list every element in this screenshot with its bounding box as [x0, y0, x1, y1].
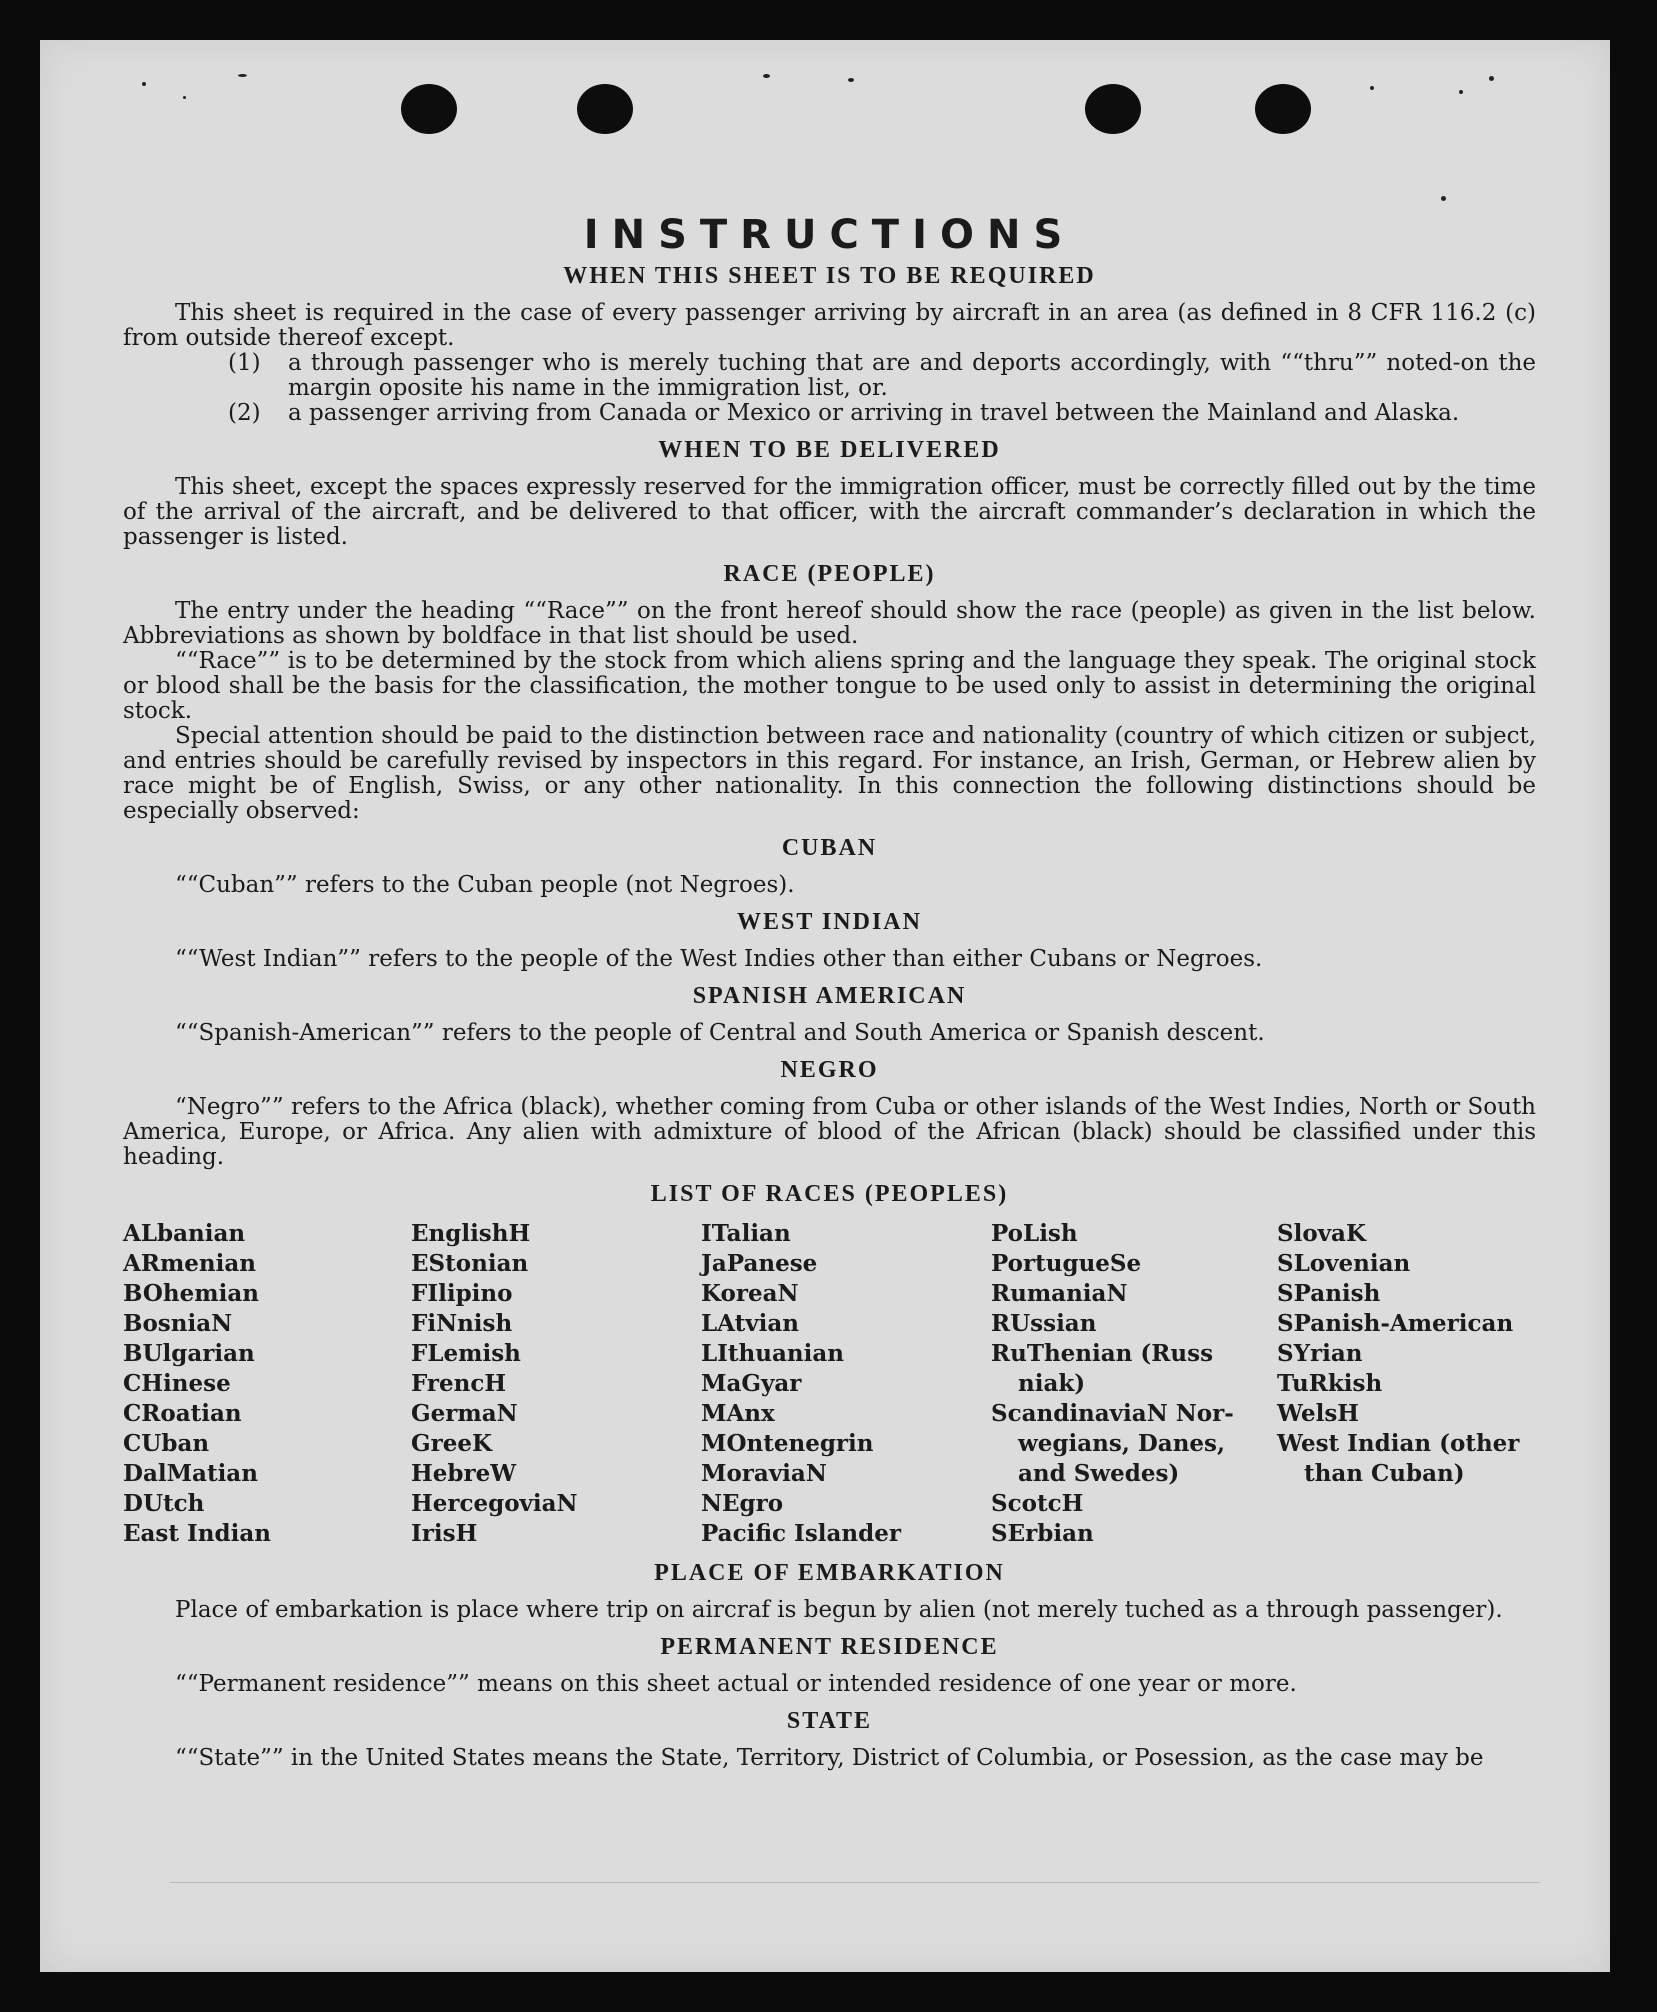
paragraph-embarkation: Place of embarkation is place where trip on aircraf is begun by alien (not merely tuched as a through passenger). — [175, 1597, 1503, 1623]
list-item — [228, 351, 1536, 401]
race-item: BosniaN — [123, 1310, 233, 1337]
race-item: MaGyar — [701, 1370, 802, 1397]
paragraph-spanish-american: ““Spanish-American”” refers to the people of Central and South America or Spanish descent. — [175, 1020, 1265, 1046]
heading-negro: NEGRO — [780, 1057, 879, 1083]
punch-hole — [1255, 84, 1311, 134]
race-item: NEgro — [701, 1490, 784, 1517]
race-item: MOntenegrin — [701, 1430, 874, 1457]
item-number: (2) — [228, 400, 261, 426]
race-column — [991, 1219, 1277, 1549]
race-item: CHinese — [123, 1370, 231, 1397]
race-item: EStonian — [411, 1250, 529, 1277]
race-item: KoreaN — [701, 1280, 799, 1307]
race-item-continued: and Swedes) — [1018, 1460, 1180, 1487]
list-item — [228, 401, 1536, 426]
speck — [763, 74, 770, 78]
speck — [238, 74, 247, 77]
race-item: FIlipino — [411, 1280, 513, 1307]
paragraph-race-3: Special attention should be paid to the distinction between race and nationality (country of which citizen or subject, and entries should be carefully revised by inspectors in this regard. For instance, an Irish, German, or Hebrew alien by race might be of English, Swiss, or any other nationality. In this connection the following distinctions should be especially observed: — [123, 723, 1536, 824]
race-item: RumaniaN — [991, 1280, 1128, 1307]
heading-list-of-races: LIST OF RACES (PEOPLES) — [650, 1181, 1009, 1207]
race-item: West Indian (other — [1277, 1430, 1520, 1457]
punch-hole — [1085, 84, 1141, 134]
race-item: IrisH — [411, 1520, 478, 1547]
speck — [1489, 76, 1494, 81]
paragraph-west-indian: ““West Indian”” refers to the people of the West Indies other than either Cubans or Negroes. — [175, 946, 1263, 972]
race-column — [123, 1219, 411, 1549]
race-item: DUtch — [123, 1490, 205, 1517]
paragraph-race-2: ““Race”” is to be determined by the stock from which aliens spring and the language they speak. The original stock or blood shall be the basis for the classification, the mother tongue to be used only to assist in determining the original stock. — [123, 648, 1536, 724]
race-item: FLemish — [411, 1340, 521, 1367]
race-item: BOhemian — [123, 1280, 259, 1307]
race-item: ARmenian — [123, 1250, 257, 1277]
race-item: CUban — [123, 1430, 210, 1457]
race-item: DalMatian — [123, 1460, 258, 1487]
race-item: ALbanian — [123, 1220, 246, 1247]
heading-embarkation: PLACE OF EMBARKATION — [654, 1560, 1005, 1586]
race-item: GermaN — [411, 1400, 518, 1427]
race-item: ITalian — [701, 1220, 791, 1247]
speck — [142, 82, 146, 86]
race-item: PoLish — [991, 1220, 1078, 1247]
race-item: East Indian — [123, 1520, 271, 1547]
divider — [170, 1882, 1540, 1883]
race-item: SPanish — [1277, 1280, 1381, 1307]
heading-west-indian: WEST INDIAN — [737, 909, 922, 935]
punch-hole — [577, 84, 633, 134]
race-item: ScotcH — [991, 1490, 1084, 1517]
paragraph-state: ““State”” in the United States means the State, Territory, District of Columbia, or Posession, as the case may be — [175, 1745, 1484, 1771]
heading-permanent-residence: PERMANENT RESIDENCE — [660, 1634, 999, 1660]
race-item: MAnx — [701, 1400, 775, 1427]
paragraph-delivered: This sheet, except the spaces expressly reserved for the immigration officer, must be correctly filled out by the time of the arrival of the aircraft, and be delivered to that officer, with the aircraft commander’s declaration in which the passenger is listed. — [123, 474, 1536, 550]
race-item: FiNnish — [411, 1310, 513, 1337]
race-item: PortugueSe — [991, 1250, 1142, 1277]
heading-race: RACE (PEOPLE) — [723, 561, 936, 587]
race-list — [123, 1219, 1536, 1549]
heading-cuban: CUBAN — [781, 835, 878, 861]
race-item: JaPanese — [701, 1250, 818, 1277]
race-item: RUssian — [991, 1310, 1097, 1337]
race-item-continued: than Cuban) — [1304, 1460, 1465, 1487]
paragraph-cuban: ““Cuban”” refers to the Cuban people (not Negroes). — [175, 872, 795, 898]
heading-delivered: WHEN TO BE DELIVERED — [658, 437, 1001, 463]
speck — [183, 96, 186, 99]
race-item: BUlgarian — [123, 1340, 255, 1367]
race-item: SLovenian — [1277, 1250, 1411, 1277]
item-text: a passenger arriving from Canada or Mexico or arriving in travel between the Mainland and Alaska. — [288, 400, 1460, 426]
race-item: SErbian — [991, 1520, 1094, 1547]
race-item: MoraviaN — [701, 1460, 827, 1487]
race-item-continued: niak) — [1018, 1370, 1086, 1397]
race-item: RuThenian (Russ — [991, 1340, 1214, 1367]
document-sheet — [40, 40, 1610, 1972]
paragraph-negro: “Negro”” refers to the Africa (black), whether coming from Cuba or other islands of the West Indies, North or South America, Europe, or Africa. Any alien with admixture of blood of the African (black) should be classified under this heading. — [123, 1094, 1536, 1170]
race-item-continued: wegians, Danes, — [1018, 1430, 1225, 1457]
race-column — [1277, 1219, 1536, 1549]
heading-state: STATE — [786, 1708, 873, 1734]
speck — [1459, 90, 1463, 94]
race-item: GreeK — [411, 1430, 493, 1457]
race-item: EnglishH — [411, 1220, 531, 1247]
race-item: LIthuanian — [701, 1340, 844, 1367]
item-number: (1) — [228, 350, 261, 376]
race-item: SlovaK — [1277, 1220, 1366, 1247]
race-item: Pacific Islander — [701, 1520, 901, 1547]
race-item: CRoatian — [123, 1400, 242, 1427]
race-item: ScandinaviaN Nor- — [991, 1400, 1234, 1427]
race-column — [701, 1219, 991, 1549]
paragraph-permanent-residence: ““Permanent residence”” means on this sheet actual or intended residence of one year or more. — [175, 1671, 1297, 1697]
race-item: HebreW — [411, 1460, 517, 1487]
paragraph-race-1: The entry under the heading ““Race”” on the front hereof should show the race (people) as given in the list below. Abbreviations as shown by boldface in that list should be used. — [123, 598, 1536, 649]
item-text: a through passenger who is merely tuching that are and deports accordingly, with ““thru”” noted-on the margin oposite his name in the immigration list, or. — [288, 350, 1536, 401]
race-item: HercegoviaN — [411, 1490, 578, 1517]
instructions-content — [123, 174, 1536, 1771]
race-item: TuRkish — [1277, 1370, 1383, 1397]
heading-required: WHEN THIS SHEET IS TO BE REQUIRED — [563, 263, 1096, 289]
speck — [848, 78, 854, 82]
punch-hole — [401, 84, 457, 134]
heading-spanish-american: SPANISH AMERICAN — [692, 983, 967, 1009]
page-title: INSTRUCTIONS — [583, 212, 1076, 258]
race-item: SYrian — [1277, 1340, 1363, 1367]
paragraph-required: This sheet is required in the case of every passenger arriving by aircraft in an area (as defined in 8 CFR 116.2 (c) from outside thereof except. — [123, 300, 1536, 351]
race-item: SPanish-American — [1277, 1310, 1514, 1337]
race-item: WelsH — [1277, 1400, 1360, 1427]
race-item: LAtvian — [701, 1310, 799, 1337]
speck — [1370, 86, 1374, 90]
race-column — [411, 1219, 701, 1549]
race-item: FrencH — [411, 1370, 507, 1397]
